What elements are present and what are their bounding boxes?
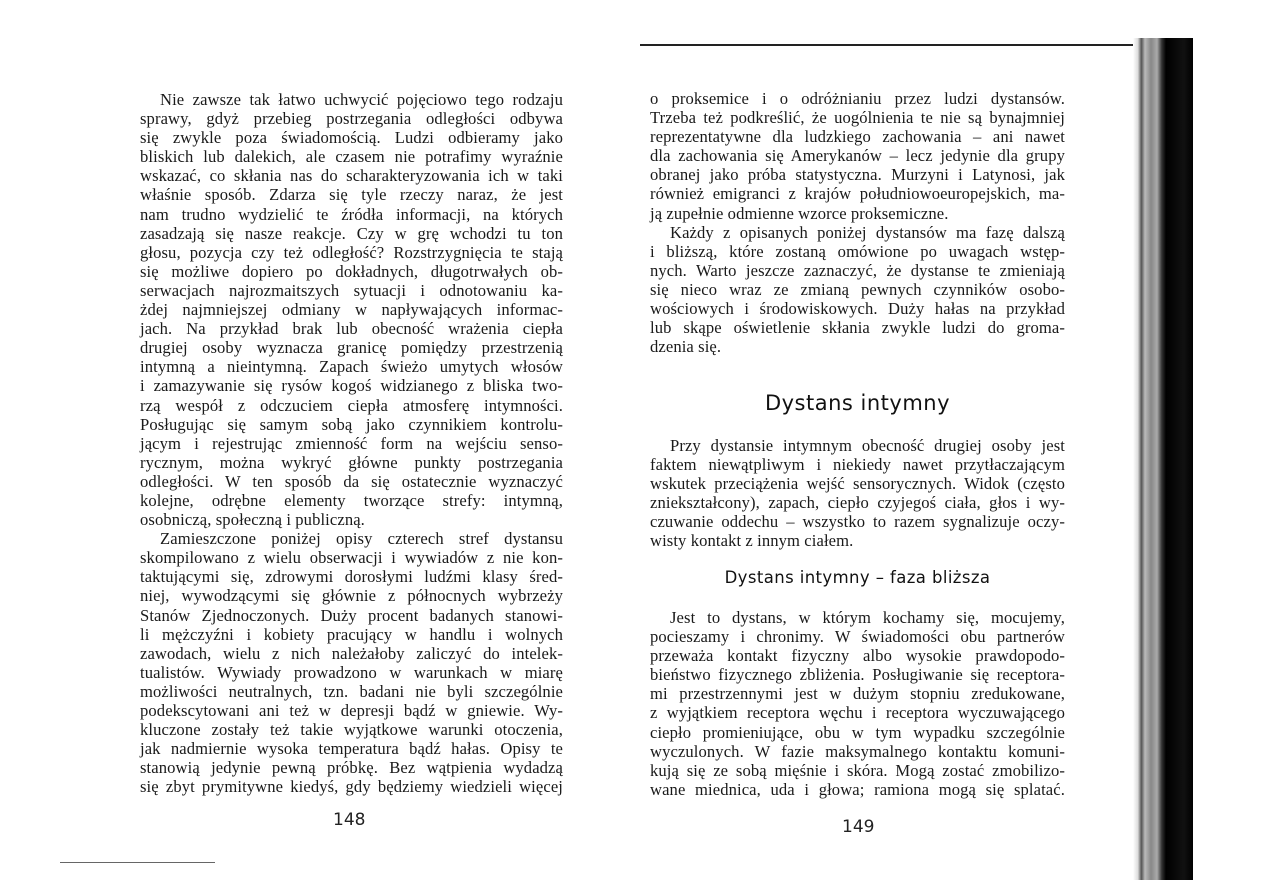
text-line: Zamieszczone poniżej opisy czterech stref dystansu [160,529,563,549]
text-line: drugiej osoby wyznacza granicę pomiędzy przestrzenią [140,338,563,358]
scan-edge-line-bottom [60,862,215,863]
text-line: pocieszamy i chronimy. W świadomości obu partnerów [650,627,1065,647]
text-line: jącym i rejestrując zmienność form na wejściu senso- [140,433,563,453]
text-line: i zamazywanie się rysów kogoś widzianego z bliska two- [140,376,563,396]
text-line: wościowych i środowiskowych. Duży hałas na przykład [650,299,1065,319]
text-line: właśnie sposób. Zdarza się tyle rzeczy naraz, że jest [140,185,563,205]
text-line: zawodach, wielu z nich należałoby zaliczyć do intelek- [140,643,563,663]
text-line: głosu, pozycja czy też odległość? Rozstrzygnięcia te stają [140,242,563,262]
text-line: sprawy, gdyż przebieg postrzegania odległości odbywa [140,109,563,129]
text-line: kują się ze sobą mięśnie i skóra. Mogą zostać zmobilizo- [650,760,1065,780]
text-line: zasadzają się nasze reakcje. Czy w grę wchodzi tu ton [140,223,563,243]
text-line: Każdy z opisanych poniżej dystansów ma fazę dalszą [670,222,1065,242]
paragraph [650,608,1065,799]
text-line: ją zupełnie odmienne wzorce proksemiczne. [650,203,949,223]
text-line: Posługując się samym sobą jako czynnikiem kontrolu- [140,414,563,434]
text-line: o proksemice i o odróżnianiu przez ludzi dystansów. [650,89,1065,108]
text-line: Jest to dystans, w którym kochamy się, mocujemy, [670,608,1065,627]
section-body [650,436,1065,551]
text-line: podekscytowani ani też w depresji bądź w gniewie. Wy- [140,701,563,720]
text-line: Przy dystansie intymnym obecność drugiej osoby jest [670,436,1065,455]
text-line: jach. Na przykład brak lub obecność wrażenia ciepła [140,319,563,339]
text-line: dzenia się. [650,337,722,357]
text-line: serwacjach najrozmaitszych sytuacji i odnotowaniu ka- [140,280,563,300]
text-line: bieństwo fizycznego zbliżenia. Posługiwanie się receptora- [650,665,1065,685]
text-line: osobniczą, społeczną i publiczną. [140,510,365,530]
text-line: reprezentatywne dla ludzkiego zachowania – ani nawet [650,127,1065,147]
text-line: wyczulonych. W fazie maksymalnego kontaktu komuni- [650,741,1065,761]
text-line: żdej najmniejszej odmiany w napływających informac- [140,300,563,320]
paragraph [140,90,563,529]
subsection-heading: Dystans intymny – faza bliższa [724,568,991,587]
text-line: odległości. W ten sposób da się ostatecznie wyznaczyć [140,471,563,491]
text-line: kluczone zostały też takie wyjątkowe warunki otoczenia, [140,720,563,740]
text-line: taktującymi się, zdrowymi dorosłymi ludźmi klasy śred- [140,567,563,587]
text-line: rzą wespół z odczuciem ciepła atmosferę intymności. [140,395,563,415]
text-line: dla zachowania się Amerykanów – lecz jedynie dla grupy [650,146,1065,166]
text-line: Stanów Zjednoczonych. Duży procent badanych stanowi- [140,605,563,625]
text-line: Nie zawsze tak łatwo uchwycić pojęciowo tego rodzaju [160,90,563,109]
right-page-intro [650,89,1065,356]
text-line: możliwości neutralnych, tzn. badani nie byli szczególnie [140,681,563,701]
text-line: niej, wywodzącymi się głównie z północnych wybrzeży [140,586,563,606]
text-line: lub skąpe oświetlenie skłania zwykle ludzi do groma- [650,318,1065,338]
text-line: przeważa kontakt fizyczny albo wysokie prawdopodo- [650,646,1065,666]
section-heading: Dystans intymny [764,391,951,415]
text-line: również emigranci z krajów południowoeuropejskich, ma- [650,184,1065,204]
text-line: tualistów. Wywiady prowadzono w warunkach w miarę [140,662,563,682]
paragraph [650,89,1065,223]
text-line: się zbyt prymitywne kiedyś, gdy będziemy wiedzieli więcej [140,777,563,797]
scan-edge-line-top [640,44,1160,46]
text-line: obranej jako próba statystyczna. Murzyni i Latynosi, jak [650,165,1065,185]
paragraph [140,529,563,796]
text-line: ciepło promieniujące, obu w tym wypadku szczególnie [650,722,1065,742]
page-number-right: 149 [842,817,875,837]
text-line: wane miednica, uda i głowa; ramiona mogą się splatać. [650,779,1065,799]
text-line: wisty kontakt z innym ciałem. [650,531,854,551]
text-line: się nieco wraz ze zmianą pewnych czynników osobo- [650,279,1065,299]
text-line: nam trudno wydzielić te źródła informacji, na których [140,204,563,224]
text-line: się zwykle poza świadomością. Ludzi odbieramy jako [140,128,563,148]
text-line: stanowią jedynie pewną próbkę. Bez wątpienia wydadzą [140,758,563,778]
text-line: mi przestrzennymi jest w dużym stopniu zredukowane, [650,684,1065,704]
text-line: jak nadmiernie wysoka temperatura bądź hałas. Opisy te [140,739,563,759]
text-line: się możliwe dopiero po dokładnych, długotrwałych ob- [140,261,563,281]
left-page-body [140,90,563,796]
text-line: czuwanie oddechu – wszystko to razem sygnalizuje oczy- [650,512,1065,532]
paragraph [650,436,1065,551]
text-line: rycznym, można wykryć główne punkty postrzegania [140,452,563,472]
text-line: intymną a nieintymną. Zapach świeżo umytych włosów [140,357,563,377]
subsection-body [650,608,1065,799]
text-line: zniekształcony), zapach, ciepło czyjegoś ciała, głos i wy- [650,493,1065,513]
text-line: nych. Warto jeszcze zaznaczyć, że dystanse te zmieniają [650,260,1065,280]
text-line: bliskich lub dalekich, ale czasem nie potrafimy wyraźnie [140,147,563,167]
text-line: faktem niewątpliwym i niekiedy nawet przytłaczającym [650,455,1065,475]
text-line: wskazać, co skłania nas do scharakteryzowania ich w taki [140,166,563,186]
paragraph [650,223,1065,357]
text-line: li mężczyźni i kobiety pracujący w handlu i wolnych [140,624,563,644]
text-line: kolejne, odrębne elementy tworzące strefy: intymną, [140,490,563,510]
text-line: i bliższą, które zostaną omówione po uwagach wstęp- [650,241,1065,261]
book-binding-edge [1133,38,1193,880]
text-line: Trzeba też podkreślić, że uogólnienia te nie są bynajmniej [650,108,1065,128]
text-line: z wyjątkiem receptora węchu i receptora wyczuwającego [650,703,1065,723]
text-line: wskutek przeciążenia wejść sensorycznych. Widok (często [650,474,1065,494]
text-line: skompilowano z wielu obserwacji i wywiadów z nie kon- [140,548,563,568]
page-number-left: 148 [333,810,366,830]
